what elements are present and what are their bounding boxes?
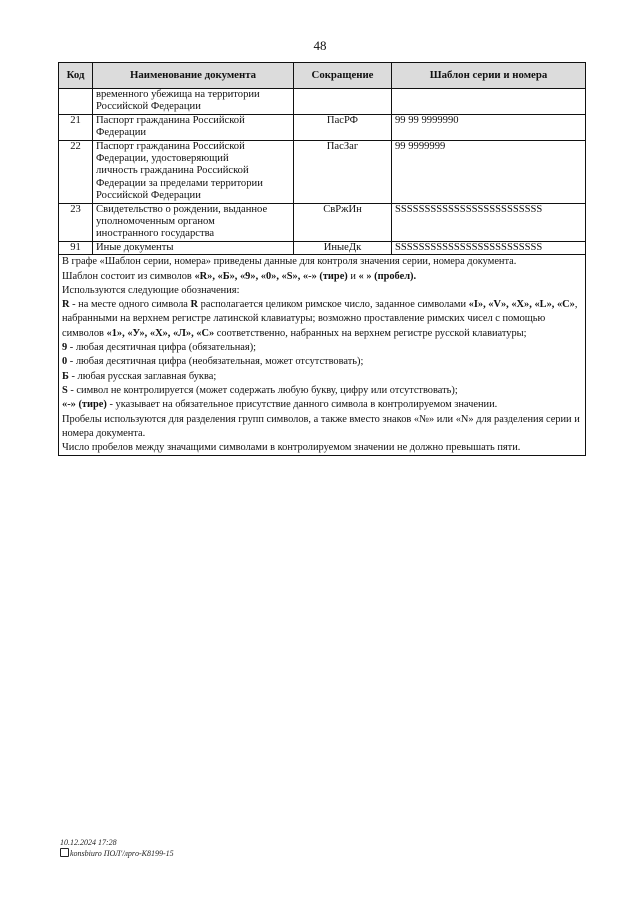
- document-codes-table: [58, 62, 586, 456]
- note-9-definition: 9 - любая десятичная цифра (обязательная);: [62, 342, 257, 354]
- table-row: [59, 203, 586, 241]
- cell-abbr: ПасЗаг: [294, 140, 392, 203]
- cell-template: 99 99 9999990: [392, 114, 586, 140]
- note-line: Шаблон состоит из символов «R», «Б», «9», «0», «S», «-» (тире) и « » (пробел).: [62, 270, 417, 282]
- note-dash-definition: «-» (тире) - указывает на обязательное присутствие данного символа в контролируемом значении.: [62, 399, 498, 411]
- table-row: [59, 89, 586, 115]
- header-document-name: Наименование документа: [93, 63, 294, 89]
- cell-code: [59, 89, 93, 115]
- cell-name: Свидетельство о рождении, выданное уполномоченным органом иностранного государства: [93, 203, 294, 241]
- cell-name: Паспорт гражданина Российской Федерации: [93, 114, 294, 140]
- note-r-definition: R - на месте одного символа R располагается целиком римское число, заданное символами «I», «V», «X», «L», «C», набранными на верхнем регистре латинской клавиатуры; возможно проставление римских чисел с помощью символов «1», «У», «Х», «Л», «С» соответственно, набранных на верхнем регистре русской клавиатуры;: [62, 299, 578, 339]
- cell-name: Иные документы: [93, 241, 294, 254]
- note-s-definition: S - символ не контролируется (может содержать любую букву, цифру или отсутствовать);: [62, 384, 458, 396]
- table-row: [59, 241, 586, 254]
- cell-abbr: ИныеДк: [294, 241, 392, 254]
- cell-code: 21: [59, 114, 93, 140]
- cell-template: 99 9999999: [392, 140, 586, 203]
- note-0-definition: 0 - любая десятичная цифра (необязательная, может отсутствовать);: [62, 356, 364, 368]
- cell-template: [392, 89, 586, 115]
- cell-code: 22: [59, 140, 93, 203]
- note-line: В графе «Шаблон серии, номера» приведены данные для контроля значения серии, номера документа.: [62, 256, 517, 268]
- note-last: Число пробелов между значащими символами в контролируемом значении не должно превышать пяти.: [62, 442, 521, 454]
- cell-code: 91: [59, 241, 93, 254]
- header-template: Шаблон серии и номера: [392, 63, 586, 89]
- page-number: 48: [313, 38, 327, 53]
- cell-abbr: СвРжИн: [294, 203, 392, 241]
- header-code: Код: [59, 63, 93, 89]
- note-spaces: Пробелы используются для разделения групп символов, а также вместо знаков «№» или «N» для разделения серии и номера документа.: [62, 413, 580, 439]
- cell-name: временного убежища на территории Российской Федерации: [93, 89, 294, 115]
- table-row: [59, 140, 586, 203]
- header-abbreviation: Сокращение: [294, 63, 392, 89]
- notes-cell: [59, 255, 586, 456]
- table-row: [59, 114, 586, 140]
- cell-abbr: [294, 89, 392, 115]
- cell-abbr: ПасРФ: [294, 114, 392, 140]
- note-line: Используются следующие обозначения:: [62, 284, 240, 296]
- scan-icon: [60, 848, 69, 857]
- footer-timestamp: 10.12.2024 17:28: [60, 838, 117, 847]
- cell-template: SSSSSSSSSSSSSSSSSSSSSSSSS: [392, 241, 586, 254]
- table-header-row: [59, 63, 586, 89]
- footer-source: konsbiuro ПОЛ'/лрrо-К8199-15: [60, 848, 174, 859]
- cell-name: Паспорт гражданина Российской Федерации, удостоверяющий личность гражданина Российской Федерации за пределами территории Российской Федерации: [93, 140, 294, 203]
- cell-template: SSSSSSSSSSSSSSSSSSSSSSSSS: [392, 203, 586, 241]
- note-b-definition: Б - любая русская заглавная буква;: [62, 370, 217, 382]
- notes-row: [59, 255, 586, 456]
- document-footer: [60, 838, 174, 859]
- cell-code: 23: [59, 203, 93, 241]
